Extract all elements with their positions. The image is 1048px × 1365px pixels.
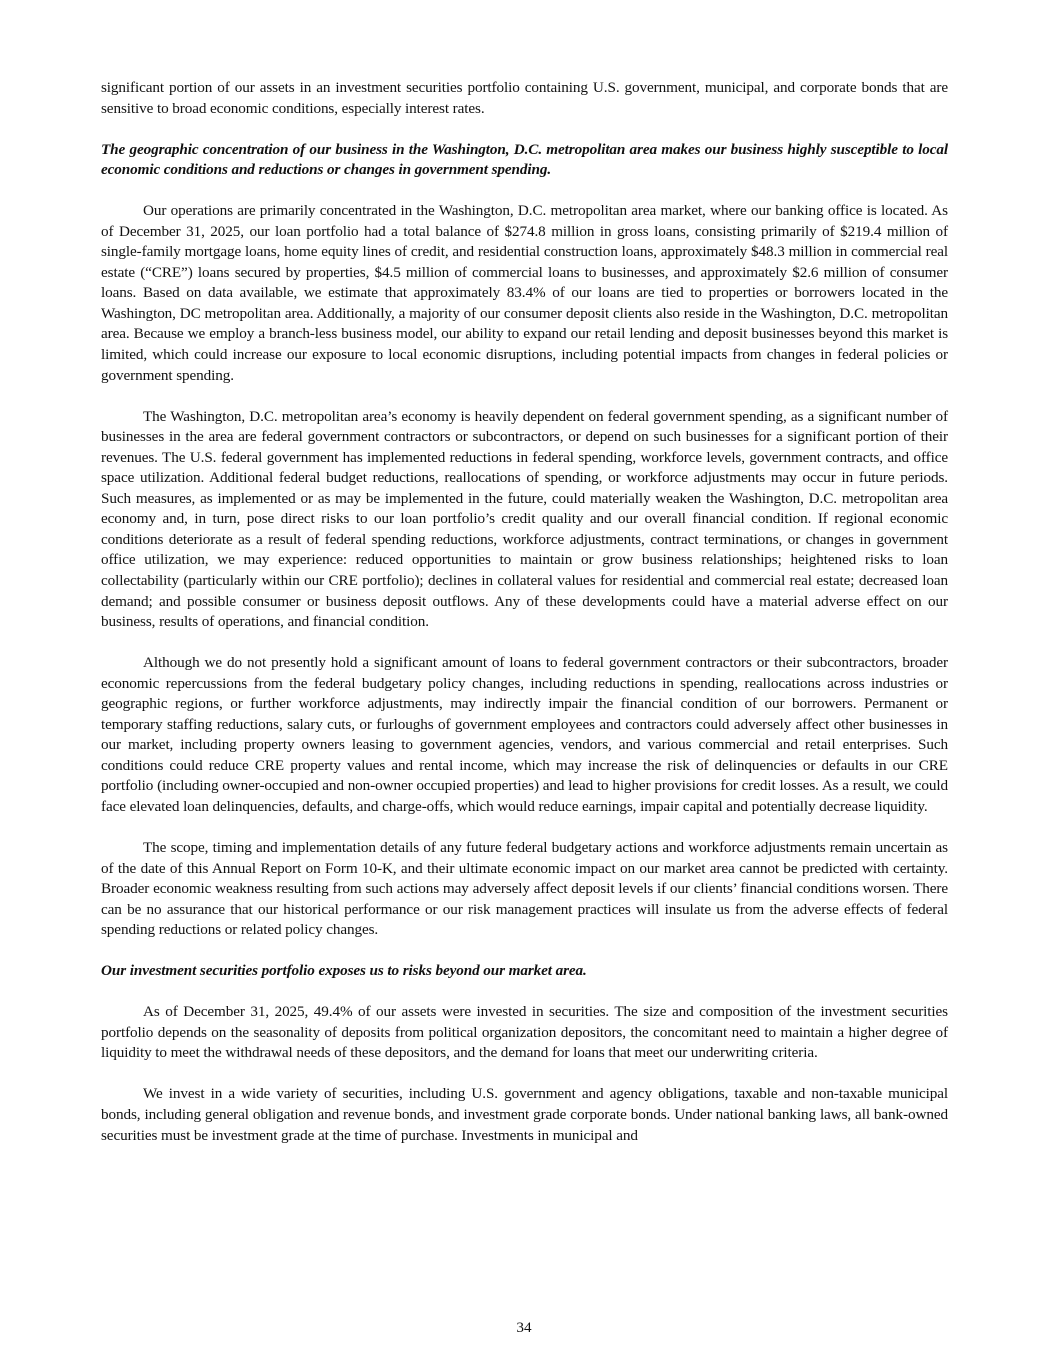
paragraph-continuation: significant portion of our assets in an investment securities portfolio containing U.S. government, municipal, and corporate bonds that are sensitive to broad economic conditions, especially interest rates. xyxy=(101,79,948,117)
document-page xyxy=(101,78,948,1146)
spacer xyxy=(101,941,948,962)
paragraph-securities-types: We invest in a wide variety of securities, including U.S. government and agency obligations, taxable and non-taxable municipal bonds, including general obligation and revenue bonds, and investment grade corporate bonds. Under national banking laws, all bank-owned securities must be investment grade at the time of purchase. Investments in municipal and xyxy=(101,1085,948,1144)
spacer xyxy=(101,982,948,1003)
spacer xyxy=(101,386,948,407)
paragraph-dc-economy: The Washington, D.C. metropolitan area’s economy is heavily dependent on federal government spending, as a significant number of businesses in the area are federal government contractors or subcontractors, or depend on such businesses for a significant portion of their revenues. The U.S. federal government has implemented reductions in federal spending, workforce levels, government contracts, and office space utilization. Additional federal budget reductions, reallocations of spending, or workforce adjustments may occur in future periods. Such measures, as implemented or as may be implemented in the future, could materially weaken the Washington, D.C. metropolitan area economy and, in turn, pose direct risks to our loan portfolio’s credit quality and our overall financial condition. If regional economic conditions deteriorate as a result of federal spending reductions, workforce adjustments, contract terminations, or changes in government office utilization, we may experience: reduced opportunities to maintain or grow business relationships; heightened risks to loan collectability (particularly within our CRE portfolio); declines in collateral values for residential and commercial real estate; decreased loan demand; and possible consumer or business deposit outflows. Any of these developments could have a material adverse effect on our business, results of operations, and financial condition. xyxy=(101,407,948,631)
paragraph-indirect-impact: Although we do not presently hold a significant amount of loans to federal government contractors or their subcontractors, broader economic repercussions from the federal budgetary policy changes, including reductions in spending, reallocations across industries or geographic regions, or further workforce adjustments, may indirectly impair the financial condition of our borrowers. Permanent or temporary staffing reductions, salary cuts, or furloughs of government employees and contractors could adversely affect other businesses in our market, including property owners leasing to government agencies, vendors, and various commercial and retail enterprises. Such conditions could reduce CRE property values and rental income, which may increase the risk of delinquencies or defaults in our CRE portfolio (including owner-occupied and non-owner occupied properties) and lead to higher provisions for credit losses. As a result, we could face elevated loan delinquencies, defaults, and charge-offs, which would reduce earnings, impair capital and potentially decrease liquidity. xyxy=(101,654,948,815)
spacer xyxy=(101,818,948,839)
paragraph-uncertainty: The scope, timing and implementation details of any future federal budgetary actions and workforce adjustments remain uncertain as of the date of this Annual Report on Form 10-K, and their ultimate economic impact on our market area cannot be predicted with certainty. Broader economic weakness resulting from such actions may adversely affect deposit levels if our clients’ financial conditions worsen. There can be no assurance that our historical performance or our risk management practices will insulate us from the adverse effects of federal spending reductions or related policy changes. xyxy=(101,839,948,939)
spacer xyxy=(101,181,948,202)
section-heading-geographic-concentration: The geographic concentration of our business in the Washington, D.C. metropolitan area makes our business highly susceptible to local economic conditions and reductions or changes in government spending. xyxy=(101,140,948,179)
spacer xyxy=(101,1064,948,1085)
paragraph-securities-allocation: As of December 31, 2025, 49.4% of our assets were invested in securities. The size and composition of the investment securities portfolio depends on the seasonality of deposits from political organization depositors, the concomitant need to maintain a higher degree of liquidity to meet the withdrawal needs of these depositors, and the demand for loans that meet our underwriting criteria. xyxy=(101,1003,948,1062)
section-heading-investment-securities: Our investment securities portfolio exposes us to risks beyond our market area. xyxy=(101,962,587,980)
spacer xyxy=(101,119,948,140)
page-number: 34 xyxy=(516,1319,532,1336)
paragraph-operations: Our operations are primarily concentrated in the Washington, D.C. metropolitan area market, where our banking office is located. As of December 31, 2025, our loan portfolio had a total balance of $274.8 million in gross loans, consisting primarily of $219.4 million of single-family mortgage loans, home equity lines of credit, and residential construction loans, approximately $48.3 million in commercial real estate (“CRE”) loans secured by properties, $4.5 million of commercial loans to businesses, and approximately $2.6 million of consumer loans. Based on data available, we estimate that approximately 83.4% of our loans are tied to properties or borrowers located in the Washington, DC metropolitan area. Additionally, a majority of our consumer deposit clients also reside in the Washington, D.C. metropolitan area. Because we employ a branch-less business model, our ability to expand our retail lending and deposit businesses beyond this market is limited, which could increase our exposure to local economic disruptions, including potential impacts from changes in federal policies or government spending. xyxy=(101,202,948,384)
spacer xyxy=(101,633,948,654)
